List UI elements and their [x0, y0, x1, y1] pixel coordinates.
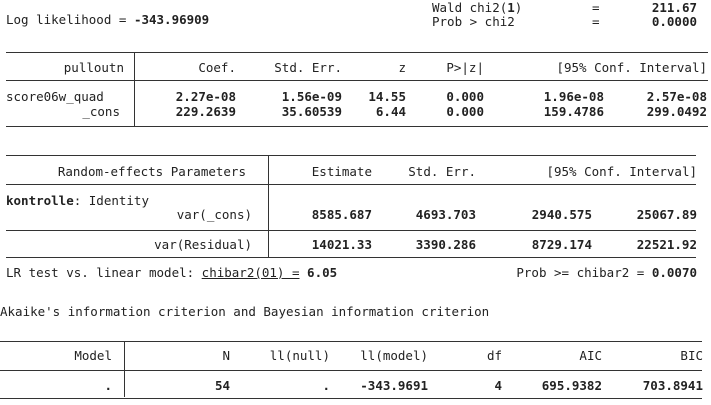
coef-value: 2.27e-08 — [175, 89, 236, 104]
fixed-table-divider — [134, 52, 135, 126]
col-header-re-ci: [95% Conf. Interval] — [546, 164, 697, 179]
group-name: kontrolle — [6, 193, 74, 208]
col-header-n: N — [222, 348, 230, 363]
bic-value: 703.8941 — [642, 378, 703, 393]
ci-low-value: 2940.575 — [531, 207, 592, 222]
stderr-value: 1.56e-09 — [281, 89, 342, 104]
row-label: var(Residual) — [154, 237, 252, 252]
model-value: . — [104, 378, 112, 393]
df-value: 4 — [494, 378, 502, 393]
log-likelihood-label: Log likelihood = — [6, 12, 134, 27]
row-label: _cons — [82, 104, 120, 119]
col-header-coef: Coef. — [198, 60, 236, 75]
random-table-mid-rule — [6, 230, 696, 231]
ic-table-divider — [124, 341, 125, 397]
col-header-aic: AIC — [579, 348, 602, 363]
row-label: score06w_quad — [6, 89, 104, 104]
random-table-divider — [268, 155, 269, 257]
wald-label-text: Wald chi2( — [432, 0, 508, 15]
prob-chi2-value: 0.0000 — [651, 14, 697, 29]
stderr-value: 35.60539 — [281, 104, 342, 119]
col-header-depvar: pulloutn — [63, 60, 124, 75]
ll-model-value: -343.9691 — [360, 378, 428, 393]
wald-close: ) — [514, 0, 523, 15]
estimate-value: 14021.33 — [311, 237, 372, 252]
stderr-value: 3390.286 — [415, 237, 476, 252]
aic-value: 695.9382 — [541, 378, 602, 393]
col-header-stderr: Std. Err. — [274, 60, 342, 75]
fixed-table-header-rule — [6, 80, 708, 81]
fixed-table-top-rule — [6, 52, 708, 53]
stderr-value: 4693.703 — [415, 207, 476, 222]
ci-low-value: 1.96e-08 — [543, 89, 604, 104]
group-structure: Identity — [88, 193, 149, 208]
col-header-ci: [95% Conf. Interval] — [556, 60, 707, 75]
ll-null-value: . — [322, 378, 330, 393]
wald-eq: = — [592, 0, 600, 15]
random-table-header-rule — [6, 184, 696, 185]
n-value: 54 — [214, 378, 230, 393]
col-header-pvalue: P>|z| — [446, 60, 484, 75]
random-table-top-rule — [6, 155, 696, 156]
col-header-z: z — [398, 60, 406, 75]
ic-table-bottom-rule — [0, 398, 702, 399]
ci-low-value: 159.4786 — [543, 104, 604, 119]
lr-test-prob — [440, 265, 697, 280]
p-value: 0.000 — [446, 89, 484, 104]
col-header-model: Model — [74, 348, 112, 363]
coef-value: 229.2639 — [175, 104, 236, 119]
col-header-re-stderr: Std. Err. — [408, 164, 476, 179]
ic-table-header-rule — [0, 370, 702, 371]
ci-high-value: 25067.89 — [636, 207, 697, 222]
ci-high-value: 22521.92 — [636, 237, 697, 252]
ci-high-value: 299.0492 — [646, 104, 707, 119]
z-value: 6.44 — [375, 104, 406, 119]
row-label: var(_cons) — [176, 207, 252, 222]
lr-test-line — [6, 265, 337, 280]
ci-low-value: 8729.174 — [531, 237, 592, 252]
p-value: 0.000 — [446, 104, 484, 119]
lr-test-stat-value: 6.05 — [307, 265, 338, 280]
estimate-value: 8585.687 — [311, 207, 372, 222]
ic-title: Akaike's information criterion and Bayesian information criterion — [0, 304, 490, 319]
group-colon: : — [73, 193, 82, 208]
ci-high-value: 2.57e-08 — [646, 89, 707, 104]
col-header-ll-null: ll(null) — [269, 348, 330, 363]
col-header-re-params: Random-effects Parameters — [57, 164, 246, 179]
lr-test-stat-label: chibar2(01) = — [201, 265, 300, 280]
prob-eq: = — [592, 14, 600, 29]
prob-chi2-label: Prob > chi2 — [432, 14, 515, 29]
wald-chi2-label — [432, 0, 522, 15]
wald-df: 1 — [507, 0, 515, 15]
lr-test-label: LR test vs. linear model: — [6, 265, 202, 280]
group-label — [6, 193, 149, 208]
z-value: 14.55 — [368, 89, 406, 104]
col-header-df: df — [486, 348, 502, 363]
wald-chi2-value: 211.67 — [651, 0, 697, 15]
random-table-bottom-rule — [6, 257, 696, 258]
ic-table-top-rule — [0, 341, 702, 342]
log-likelihood — [6, 12, 209, 27]
col-header-estimate: Estimate — [311, 164, 372, 179]
col-header-ll-model: ll(model) — [360, 348, 428, 363]
fixed-table-bottom-rule — [6, 126, 708, 127]
lr-test-prob-label: Prob >= chibar2 = — [516, 265, 645, 280]
col-header-bic: BIC — [680, 348, 703, 363]
lr-test-prob-value: 0.0070 — [651, 265, 697, 280]
log-likelihood-value: -343.96909 — [133, 12, 210, 27]
